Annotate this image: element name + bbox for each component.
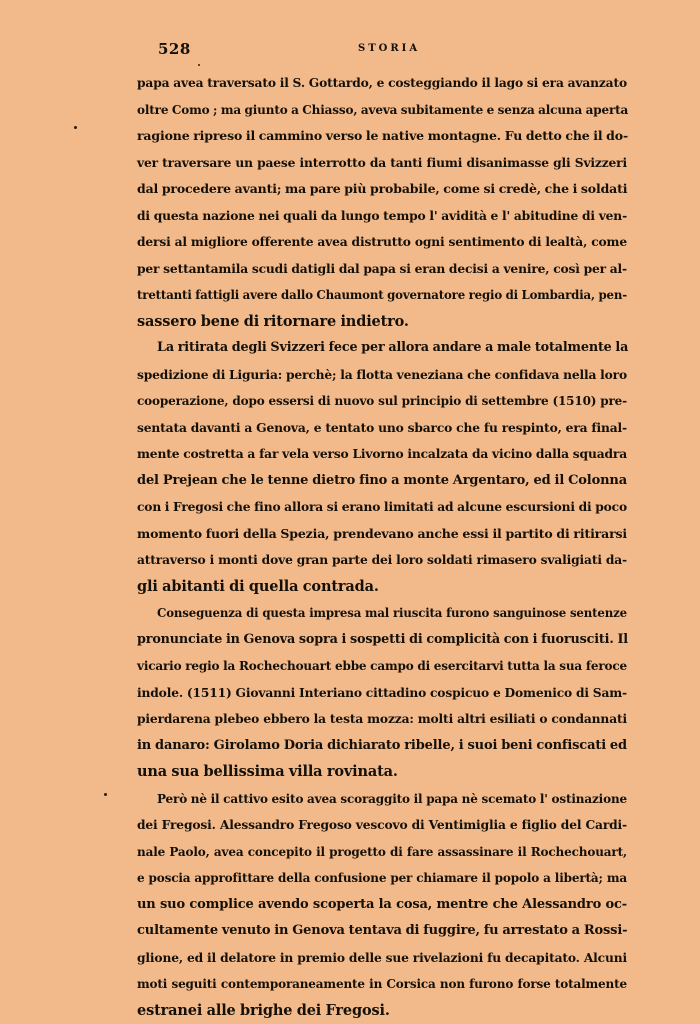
running-head: STORIA — [358, 43, 420, 54]
ink-speck — [74, 126, 77, 129]
text-line: e poscia approfittare della confusione per chiamare il popolo a libertà; ma — [137, 865, 627, 892]
text-line: cooperazione, dopo essersi di nuovo sul principio di settembre (1510) pre- — [137, 388, 627, 415]
text-line: glione, ed il delatore in premio delle sue rivelazioni fu decapitato. Alcuni — [137, 945, 627, 972]
text-line: indole. (1511) Giovanni Interiano cittadino cospicuo e Domenico di Sam- — [137, 680, 627, 707]
text-line: di questa nazione nei quali da lungo tempo l' avidità e l' abitudine di ven- — [137, 203, 627, 230]
text-line: sassero bene di ritornare indietro. — [137, 309, 627, 336]
paragraph — [137, 70, 627, 335]
text-line: trettanti fattigli avere dallo Chaumont governatore regio di Lombardia, pen- — [137, 282, 627, 309]
ink-speck — [198, 64, 200, 66]
text-line: attraverso i monti dove gran parte dei loro soldati rimasero svaligiati da- — [137, 547, 627, 574]
text-line: per settantamila scudi datigli dal papa si eran decisi a venire, così per al- — [137, 256, 627, 283]
text-line: dersi al migliore offerente avea distrutto ogni sentimento di lealtà, come — [137, 229, 627, 256]
text-line: momento fuori della Spezia, prendevano anche essi il partito di ritirarsi — [137, 521, 627, 548]
text-line: spedizione di Liguria: perchè; la flotta veneziana che confidava nella loro — [137, 362, 627, 389]
text-line: un suo complice avendo scoperta la cosa, mentre che Alessandro oc- — [137, 892, 627, 919]
paragraph — [137, 335, 627, 600]
text-line: estranei alle brighe dei Fregosi. — [137, 998, 627, 1024]
text-line: mente costretta a far vela verso Livorno incalzata da vicino dalla squadra — [137, 441, 627, 468]
text-line: pierdarena plebeo ebbero la testa mozza: molti altri esiliati o condannati — [137, 706, 627, 733]
text-line: pronunciate in Genova sopra i sospetti di complicità con i fuorusciti. Il — [137, 627, 627, 654]
text-line: Conseguenza di questa impresa mal riuscita furono sanguinose sentenze — [137, 600, 627, 627]
text-line: ver traversare un paese interrotto da tanti fiumi disanimasse gli Svizzeri — [137, 150, 627, 177]
text-line: sentata davanti a Genova, e tentato uno sbarco che fu respinto, era final- — [137, 415, 627, 442]
text-line: gli abitanti di quella contrada. — [137, 574, 627, 601]
text-line: una sua bellissima villa rovinata. — [137, 759, 627, 786]
text-line: Però nè il cattivo esito avea scoraggito il papa nè scemato l' ostinazione — [137, 786, 627, 813]
page-header — [158, 40, 628, 60]
text-line: cultamente venuto in Genova tentava di fuggire, fu arrestato a Rossi- — [137, 918, 627, 945]
text-line: oltre Como ; ma giunto a Chiasso, aveva subitamente e senza alcuna aperta — [137, 97, 627, 124]
text-line: ragione ripreso il cammino verso le native montagne. Fu detto che il do- — [137, 123, 627, 150]
text-line: papa avea traversato il S. Gottardo, e costeggiando il lago si era avanzato — [137, 70, 627, 97]
text-line: dei Fregosi. Alessandro Fregoso vescovo di Ventimiglia e figlio del Cardi- — [137, 812, 627, 839]
text-line: nale Paolo, avea concepito il progetto di fare assassinare il Rochechouart, — [137, 839, 627, 866]
text-line: vicario regio la Rochechouart ebbe campo di esercitarvi tutta la sua feroce — [137, 653, 627, 680]
text-line: del Prejean che le tenne dietro fino a monte Argentaro, ed il Colonna — [137, 468, 627, 495]
text-line: La ritirata degli Svizzeri fece per allora andare a male totalmente la — [137, 335, 627, 362]
text-line: dal procedere avanti; ma pare più probabile, come si credè, che i soldati — [137, 176, 627, 203]
paragraph — [137, 786, 627, 1024]
body-text — [137, 70, 627, 1024]
ink-speck — [104, 793, 107, 796]
text-line: moti seguiti contemporaneamente in Corsica non furono forse totalmente — [137, 971, 627, 998]
text-line: con i Fregosi che fino allora si erano limitati ad alcune escursioni di poco — [137, 494, 627, 521]
page-number: 528 — [158, 40, 191, 58]
text-line: in danaro: Girolamo Doria dichiarato ribelle, i suoi beni confiscati ed — [137, 733, 627, 760]
paragraph — [137, 600, 627, 786]
